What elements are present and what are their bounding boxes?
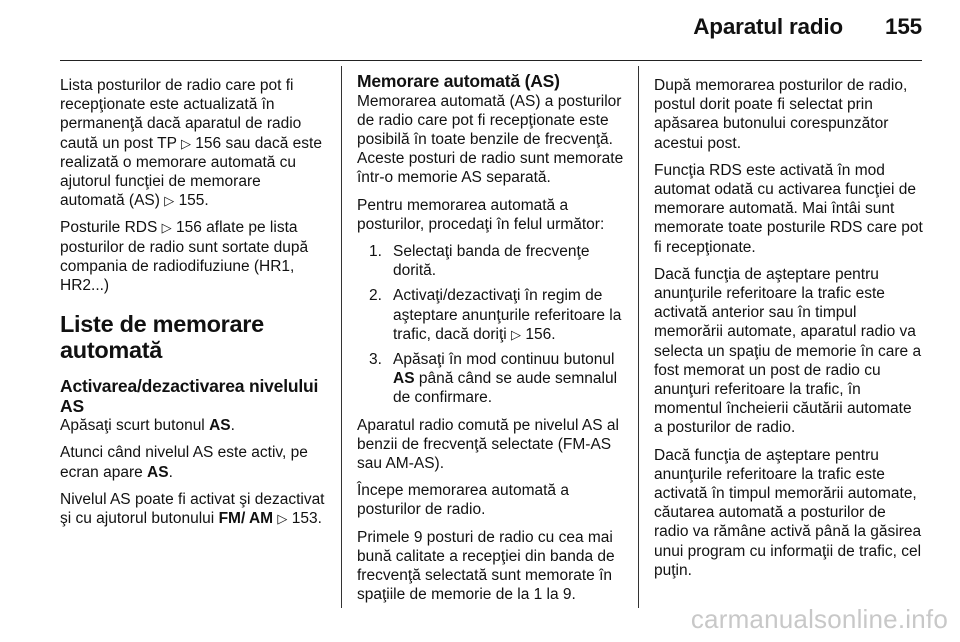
page-ref[interactable]: 155. bbox=[178, 192, 209, 210]
column-2 bbox=[357, 71, 624, 612]
page-header bbox=[693, 14, 922, 50]
list-item: 1. Selectaţi banda de frecvenţe dorită. bbox=[369, 242, 590, 280]
page-number: 155 bbox=[885, 14, 922, 39]
paragraph: Posturile RDS ▷ 156 aflate pe lista posturilor de radio sunt sortate după compania de radiodifuziune (HR1, HR2...) bbox=[60, 219, 309, 295]
paragraph: Dacă funcţia de aşteptare pentru anunţurile referitoare la trafic este activată în timpul memorării automate, căutarea automată a posturilor de radio va rămâne activă până la găsirea unui program cu informaţii de trafic, cel puţin. bbox=[654, 446, 922, 579]
paragraph: Atunci când nivelul AS este activ, pe ecran apare AS. bbox=[60, 444, 308, 481]
column-divider-2 bbox=[638, 66, 639, 608]
paragraph: Lista posturilor de radio care pot fi recepţionate este actualizată în permanenţă dacă aparatul de radio caută un post TP ▷ 156 sau dacă este realizată o memorare automată cu ajutorul funcţiei de memorare automată (AS) ▷ 155. bbox=[60, 77, 322, 210]
page-ref[interactable]: 153. bbox=[291, 510, 322, 528]
button-label-as: AS bbox=[209, 417, 231, 435]
paragraph: Pentru memorarea automată a posturilor, procedaţi în felul următor: bbox=[357, 196, 605, 233]
page-title: Aparatul radio bbox=[693, 14, 843, 39]
page-ref-icon: ▷ bbox=[511, 326, 522, 342]
column-1 bbox=[60, 76, 328, 536]
watermark: carmanualsonline.info bbox=[690, 604, 948, 634]
steps-list bbox=[357, 242, 624, 408]
paragraph: Dacă funcţia de aşteptare pentru anunţurile referitoare la trafic este activată anterior sau în timpul memorării automate, aparatul radio va selecta un spaţiu de memorie în care a fost memorat un post de radio cu anunţuri referitoare la trafic, în momentul încheierii căutării automate a posturilor de radio. bbox=[654, 265, 922, 437]
section-heading: Liste de memorare automată bbox=[60, 311, 264, 364]
paragraph: Funcţia RDS este activată în mod automat odată cu activarea funcţiei de memorare automată. Mai întâi sunt memorate toate posturile RDS care pot fi recepţionate. bbox=[654, 161, 923, 256]
page-ref-icon: ▷ bbox=[164, 193, 175, 209]
page-ref[interactable]: 156 bbox=[195, 134, 222, 152]
page-ref-icon: ▷ bbox=[161, 220, 172, 236]
page-ref-icon: ▷ bbox=[180, 135, 191, 151]
list-item: 3. Apăsaţi în mod continuu butonul AS până când se aude semnalul de confirmare. bbox=[369, 350, 618, 407]
subsection-heading: Activarea/dezactivarea nivelului AS bbox=[60, 376, 319, 416]
button-label-as: AS bbox=[147, 463, 169, 481]
paragraph: Începe memorarea automată a posturilor de radio. bbox=[357, 482, 569, 519]
column-divider-1 bbox=[341, 66, 342, 608]
page-ref-icon: ▷ bbox=[277, 511, 288, 527]
column-3 bbox=[654, 76, 924, 588]
page-ref[interactable]: 156. bbox=[525, 325, 556, 343]
button-label-as: AS bbox=[393, 370, 415, 388]
paragraph: Nivelul AS poate fi activat şi dezactivat şi cu ajutorul butonului FM/ AM ▷ 153. bbox=[60, 490, 325, 528]
page-ref[interactable]: 156 bbox=[175, 219, 202, 237]
subsection-heading: Memorare automată (AS) bbox=[357, 71, 560, 91]
paragraph: Apăsaţi scurt butonul AS. bbox=[60, 417, 235, 435]
header-divider bbox=[60, 60, 922, 61]
list-item: 2. Activaţi/dezactivaţi în regim de aşteptare anunţurile referitoare la trafic, dacă doriţi ▷ 156. bbox=[369, 287, 622, 343]
paragraph: Memorarea automată (AS) a posturilor de radio care pot fi recepţionate este posibilă în toate benzile de frecvenţă. Aceste posturi de radio sunt memorate într-o memorie AS separată. bbox=[357, 92, 624, 187]
button-label-fm-am: FM/ AM bbox=[218, 510, 274, 528]
paragraph: Primele 9 posturi de radio cu cea mai bună calitate a recepţiei din banda de frecvenţă selectată sunt memorate în spaţiile de memorie de la 1 la 9. bbox=[357, 528, 615, 604]
paragraph: După memorarea posturilor de radio, postul dorit poate fi selectat prin apăsarea butonului corespunzător acestui post. bbox=[654, 77, 908, 152]
paragraph: Aparatul radio comută pe nivelul AS al benzii de frecvenţă selectate (FM-AS sau AM-AS). bbox=[357, 416, 619, 472]
